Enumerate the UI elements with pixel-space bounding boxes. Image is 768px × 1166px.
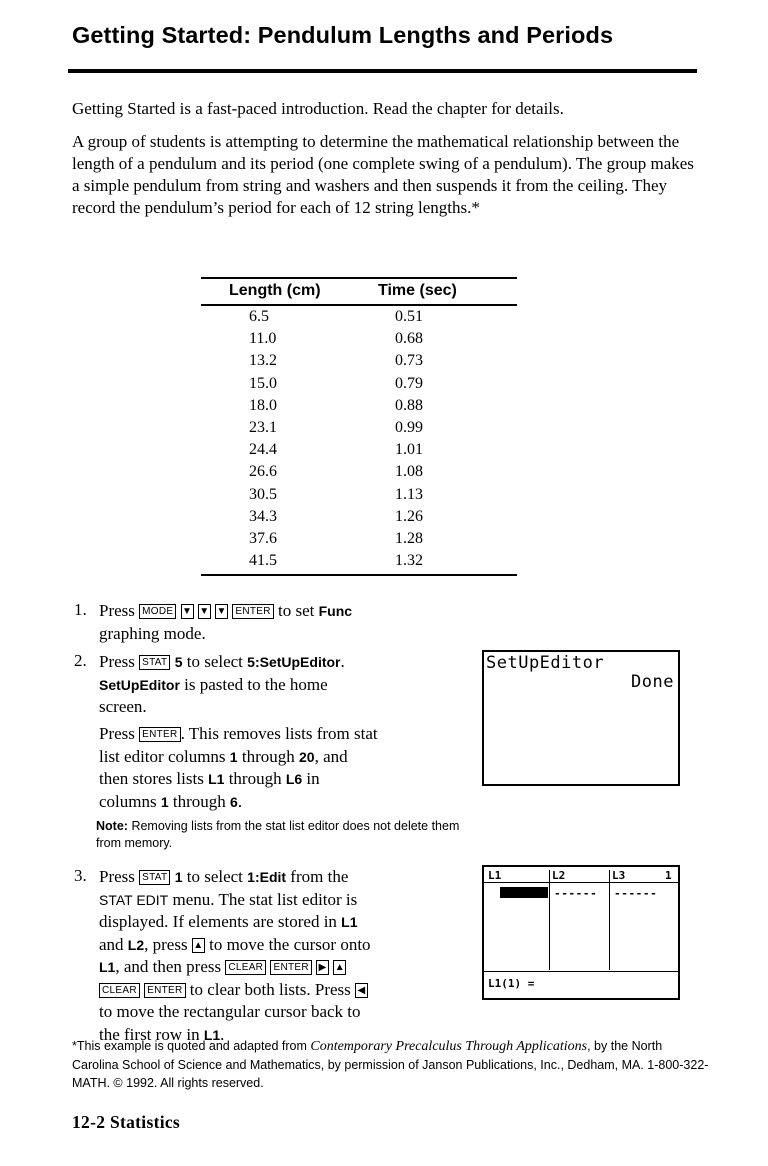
edit-menu-label: 1:Edit bbox=[247, 869, 287, 885]
table-row bbox=[201, 528, 517, 550]
table-row bbox=[201, 306, 517, 328]
mode-key: MODE bbox=[139, 604, 176, 619]
time-cell: 1.26 bbox=[395, 507, 423, 525]
table-row bbox=[201, 484, 517, 506]
length-cell: 41.5 bbox=[249, 552, 277, 570]
pendulum-data-table bbox=[201, 277, 517, 576]
step-2-in: in bbox=[306, 769, 320, 788]
time-cell: 0.73 bbox=[395, 352, 423, 370]
step-3-press-comma: , press bbox=[144, 934, 188, 954]
screen-1-command: SetUpEditor bbox=[486, 653, 605, 673]
table-row bbox=[201, 395, 517, 417]
step-2-through: through bbox=[241, 746, 295, 766]
step-2-pasted-2: screen. bbox=[99, 697, 147, 716]
header-length: Length (cm) bbox=[229, 282, 321, 299]
length-cell: 30.5 bbox=[249, 485, 277, 503]
step-3-press: Press bbox=[99, 867, 135, 886]
step-3-and-then: , and then press bbox=[115, 957, 222, 976]
header-divider bbox=[484, 882, 678, 883]
left-arrow-key: ◀ bbox=[355, 983, 368, 998]
table-row bbox=[201, 461, 517, 483]
note-label: Note: bbox=[96, 819, 128, 833]
enter-key: ENTER bbox=[144, 983, 185, 998]
footnote bbox=[72, 1037, 712, 1092]
length-cell: 37.6 bbox=[249, 529, 277, 547]
step-3-move-cursor: to move the cursor onto bbox=[209, 934, 371, 954]
step-1-press: Press bbox=[99, 601, 135, 620]
stat-edit-label: STAT EDIT bbox=[99, 891, 169, 908]
length-cell: 11.0 bbox=[249, 330, 277, 348]
step-2-pasted-1: is pasted to the home bbox=[184, 674, 328, 694]
step-2-press-2: Press bbox=[99, 724, 135, 743]
step-2-columns: columns bbox=[99, 791, 157, 811]
step-2-period: . bbox=[340, 652, 345, 671]
step-2-removes-1: . This removes lists from stat bbox=[180, 724, 378, 743]
list-column-number: 1 bbox=[665, 869, 672, 882]
length-cell: 13.2 bbox=[249, 352, 277, 370]
right-arrow-key: ▶ bbox=[316, 960, 329, 975]
footnote-pre: *This example is quoted and adapted from bbox=[72, 1039, 307, 1053]
step-3-dot: . bbox=[220, 1024, 225, 1044]
list-header-l3: L3 bbox=[612, 869, 626, 882]
entry-divider bbox=[484, 971, 678, 972]
list-header-l2: L2 bbox=[552, 869, 566, 882]
l1-label: L1 bbox=[203, 1026, 221, 1043]
one-label: 1 bbox=[174, 869, 183, 885]
time-cell: 0.88 bbox=[395, 396, 423, 414]
step-2-text bbox=[99, 651, 469, 719]
setupeditor-menu-label: 5:SetUpEditor bbox=[247, 654, 341, 670]
up-arrow-key: ▲ bbox=[193, 939, 204, 951]
time-cell: 1.08 bbox=[395, 463, 423, 481]
step-3-to-select: to select bbox=[186, 867, 243, 886]
length-cell: 18.0 bbox=[249, 396, 277, 414]
l1-label: L1 bbox=[99, 959, 116, 975]
table-row bbox=[201, 439, 517, 461]
intro-paragraph-2: A group of students is attempting to determine the mathematical relationship between the length of a pendulum and its period (one complete swing of a pendulum). The group makes a simple pendulum from string and washers and then suspends it from the ceiling. They record the pendulum’s period for each of 12 string lengths.* bbox=[72, 132, 694, 217]
header-time: Time (sec) bbox=[378, 282, 457, 299]
footnote-post: , by the North Carolina School of Science and Mathematics, by permission of Janson Publications, Inc., Dedham, MA. 1-800-322-MATH. © 1992. All rights reserved. bbox=[72, 1039, 709, 1090]
step-2-number: 2. bbox=[74, 651, 87, 670]
step-2-dot: . bbox=[237, 791, 243, 811]
table-row bbox=[201, 350, 517, 372]
time-cell: 1.28 bbox=[395, 529, 423, 547]
step-3-menu-text: menu. The stat list editor is bbox=[172, 889, 358, 909]
five-label: 5 bbox=[174, 654, 183, 670]
calculator-screen-list-editor bbox=[482, 865, 680, 1000]
time-cell: 0.99 bbox=[395, 418, 423, 436]
rectangular-cursor bbox=[500, 887, 548, 898]
col-20-label: 20 bbox=[298, 748, 315, 765]
step-3-from-the: from the bbox=[290, 867, 349, 886]
time-cell: 1.32 bbox=[395, 552, 423, 570]
table-row bbox=[201, 417, 517, 439]
enter-key: ENTER bbox=[139, 727, 180, 742]
stat-key: STAT bbox=[139, 870, 170, 885]
step-2-and: , and bbox=[314, 746, 348, 766]
column-6-label: 6 bbox=[230, 793, 238, 810]
step-3-to-clear: to clear both lists. Press bbox=[189, 979, 351, 999]
length-cell: 15.0 bbox=[249, 374, 277, 392]
table-row bbox=[201, 550, 517, 572]
enter-key: ENTER bbox=[270, 960, 311, 975]
step-2-through-2: through bbox=[228, 769, 282, 788]
empty-list-l2: ------ bbox=[554, 887, 598, 900]
entry-line: L1(1) = bbox=[488, 977, 535, 990]
empty-list-l3: ------ bbox=[614, 887, 658, 900]
stat-key: STAT bbox=[139, 655, 170, 670]
list-header-l1: L1 bbox=[488, 869, 502, 882]
intro-paragraph-1: Getting Started is a fast-paced introduction. Read the chapter for details. bbox=[72, 99, 564, 118]
step-3-text bbox=[99, 866, 469, 1046]
clear-key: CLEAR bbox=[99, 983, 140, 998]
step-2-removes-2: list editor columns bbox=[99, 746, 226, 766]
l1-label: L1 bbox=[208, 771, 225, 787]
length-cell: 24.4 bbox=[249, 441, 277, 459]
l1-label: L1 bbox=[341, 914, 358, 930]
down-arrow-key: ▼ bbox=[199, 606, 210, 617]
l2-label: L2 bbox=[127, 936, 145, 953]
table-row bbox=[201, 328, 517, 350]
step-3-displayed: displayed. If elements are stored in bbox=[99, 912, 337, 931]
column-divider bbox=[609, 870, 610, 970]
step-1-graphing: graphing mode. bbox=[99, 623, 206, 643]
title-rule bbox=[68, 69, 697, 73]
step-1-to-set: to set bbox=[278, 601, 315, 620]
time-cell: 0.51 bbox=[395, 308, 423, 325]
setupeditor-label: SetUpEditor bbox=[99, 676, 180, 693]
step-1-text bbox=[99, 600, 459, 645]
note bbox=[96, 818, 476, 852]
step-3-and: and bbox=[99, 934, 124, 954]
column-1-label: 1 bbox=[160, 793, 169, 810]
down-arrow-key: ▼ bbox=[182, 606, 193, 617]
length-cell: 26.6 bbox=[249, 463, 277, 481]
clear-key: CLEAR bbox=[225, 960, 266, 975]
footnote-book-title: Contemporary Precalculus Through Applications bbox=[310, 1039, 588, 1054]
table-row bbox=[201, 506, 517, 528]
enter-key: ENTER bbox=[232, 604, 273, 619]
step-3-move-back: to move the rectangular cursor back to bbox=[99, 1002, 361, 1021]
table-header bbox=[201, 279, 517, 304]
table-bottom-rule bbox=[201, 574, 517, 576]
step-2-text-b bbox=[99, 723, 469, 813]
step-2-through-3: through bbox=[172, 791, 226, 811]
step-3-first-row: the first row in bbox=[99, 1024, 200, 1044]
length-cell: 34.3 bbox=[249, 507, 277, 525]
l6-label: L6 bbox=[285, 771, 303, 787]
length-cell: 6.5 bbox=[249, 308, 269, 325]
time-cell: 1.13 bbox=[395, 485, 423, 503]
screen-1-result: Done bbox=[631, 672, 674, 692]
table-body bbox=[201, 306, 517, 572]
col-1-label: 1 bbox=[229, 748, 238, 765]
step-2-then-stores: then stores lists bbox=[99, 769, 204, 788]
column-divider bbox=[549, 870, 550, 970]
step-2-to-select: to select bbox=[186, 652, 243, 671]
step-1-number: 1. bbox=[74, 600, 87, 619]
calculator-screen-setupeditor bbox=[482, 650, 680, 786]
func-label: Func bbox=[318, 603, 353, 619]
up-arrow-key: ▲ bbox=[334, 962, 345, 973]
time-cell: 1.01 bbox=[395, 441, 423, 459]
step-2-press: Press bbox=[99, 652, 135, 671]
step-3-number: 3. bbox=[74, 866, 87, 885]
note-text: Removing lists from the stat list editor does not delete them from memory. bbox=[96, 819, 460, 850]
length-cell: 23.1 bbox=[249, 418, 277, 436]
page-title: Getting Started: Pendulum Lengths and Periods bbox=[72, 22, 614, 48]
table-row bbox=[201, 373, 517, 395]
time-cell: 0.79 bbox=[395, 374, 423, 392]
down-arrow-key: ▼ bbox=[216, 606, 227, 617]
page-footer: 12-2 Statistics bbox=[72, 1112, 181, 1132]
time-cell: 0.68 bbox=[395, 330, 423, 348]
